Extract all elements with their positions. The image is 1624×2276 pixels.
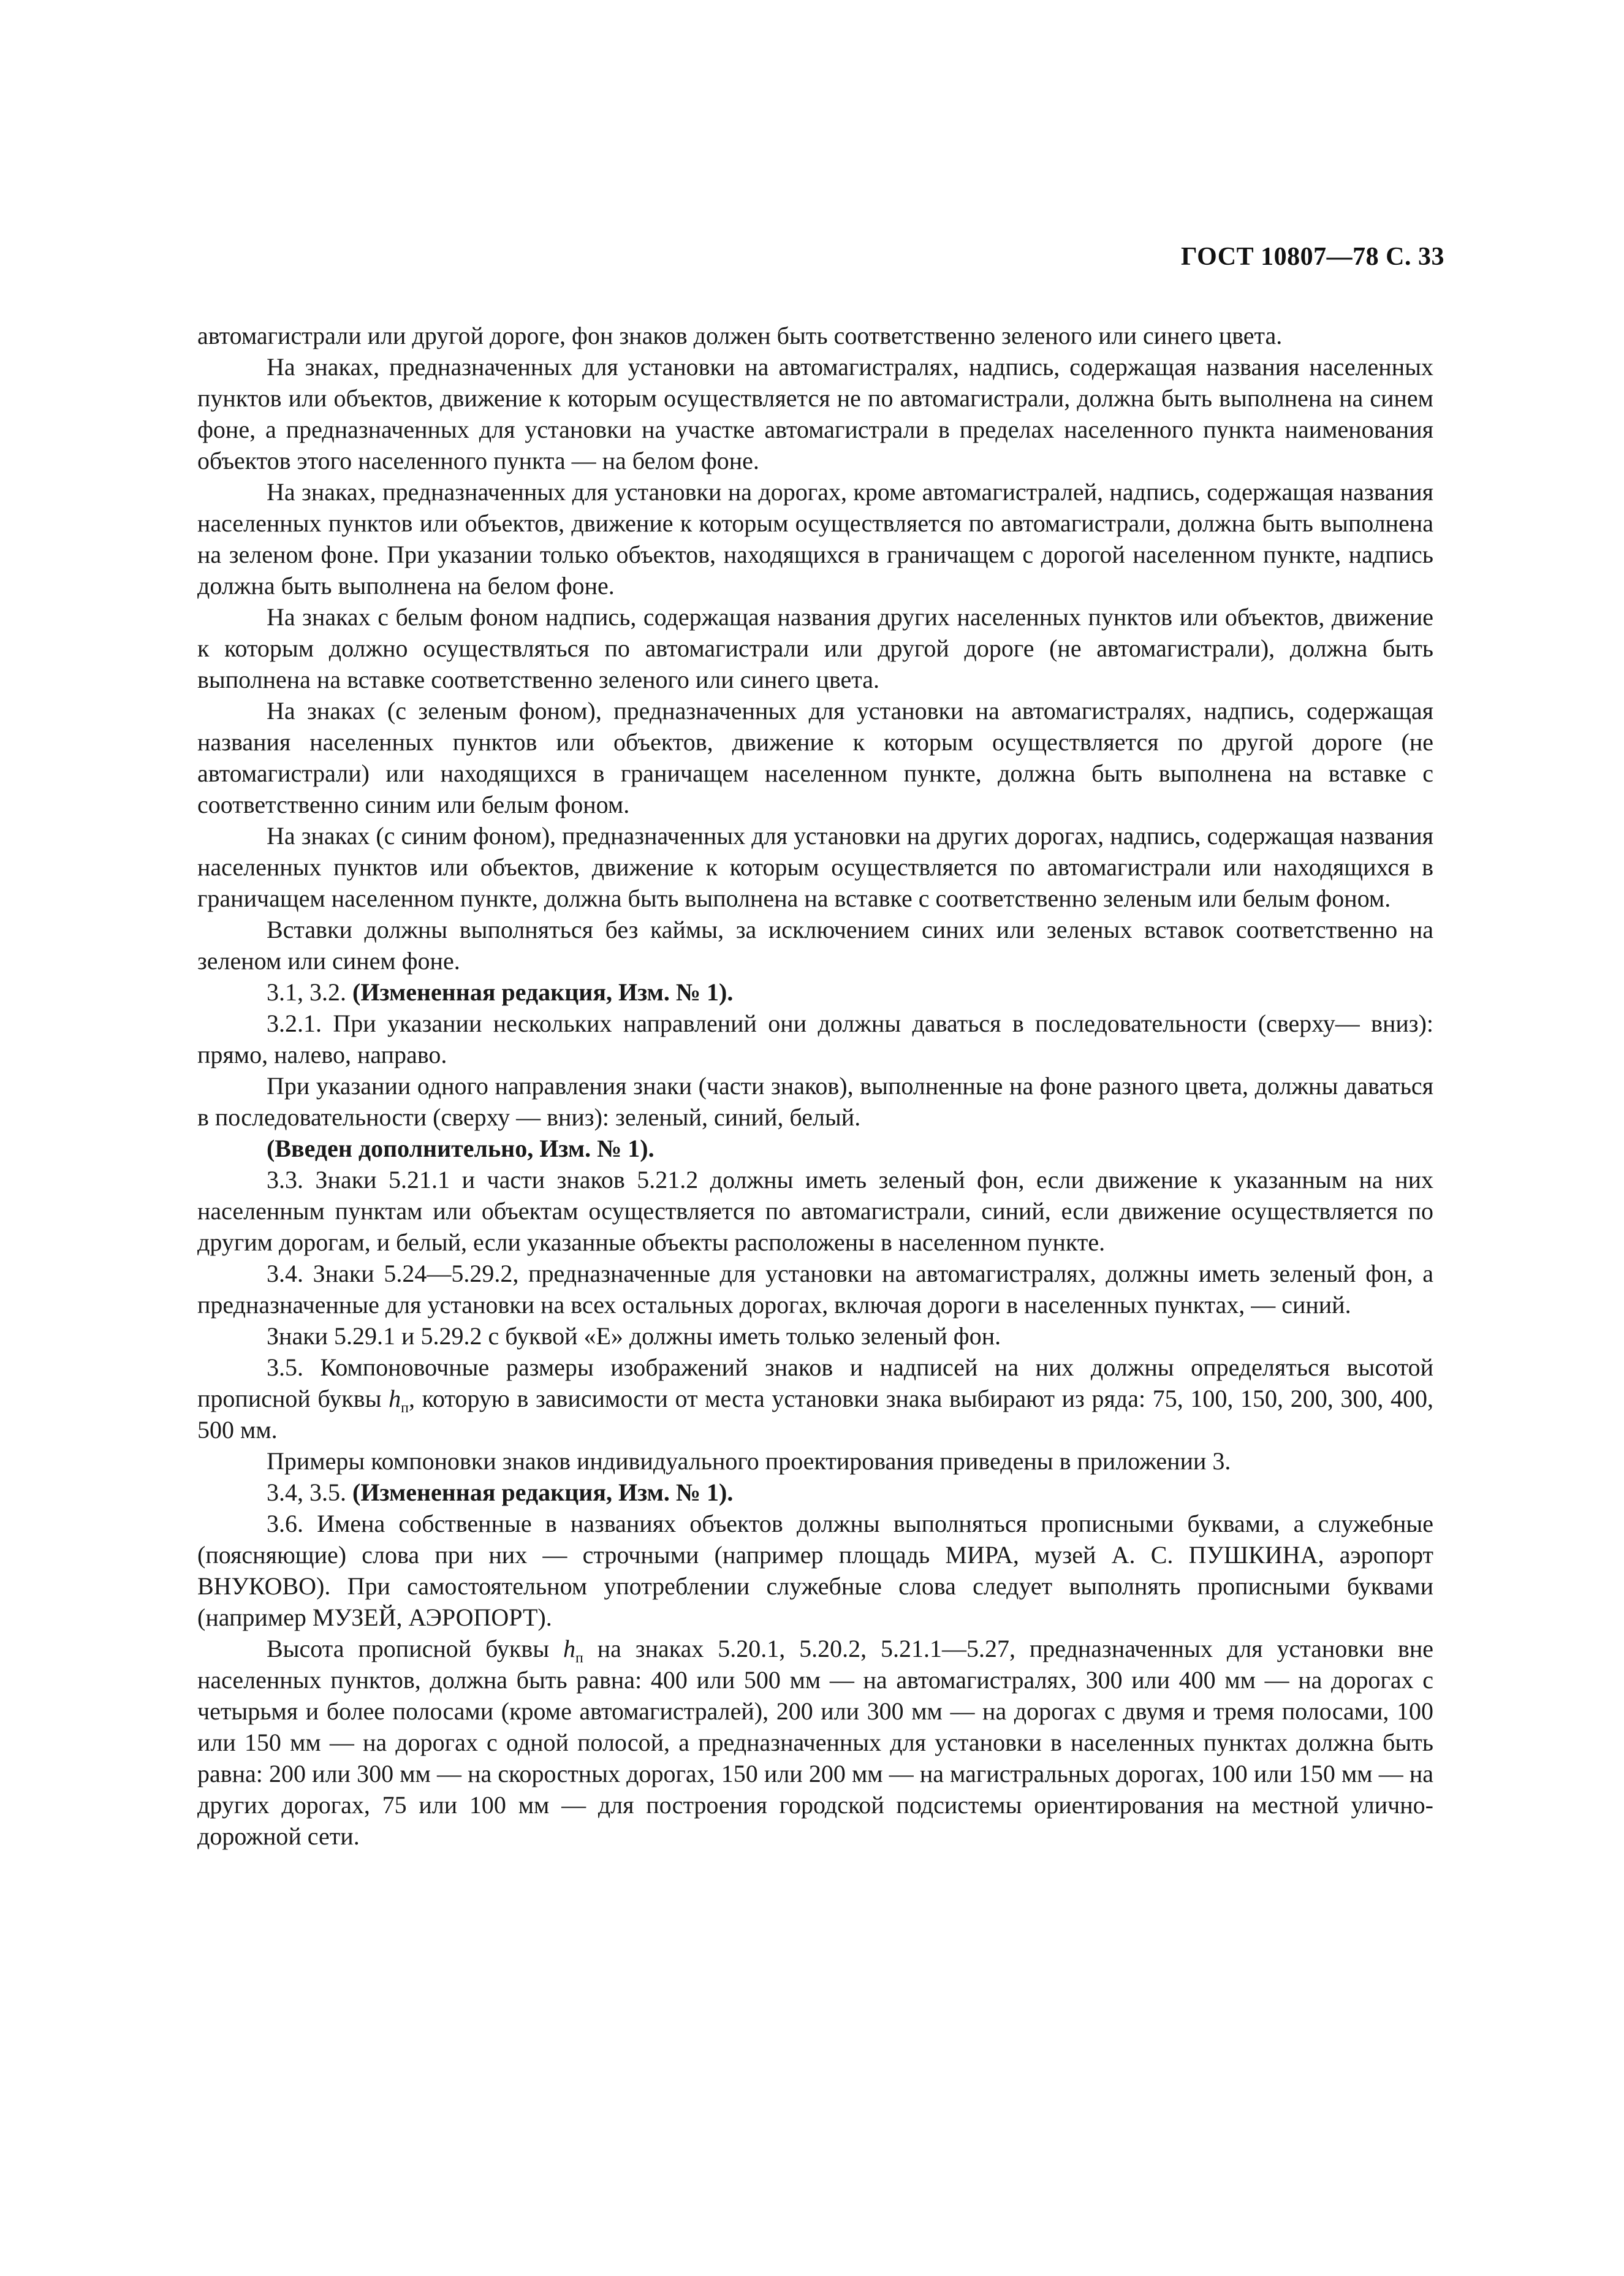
clause-number: 3.4, 3.5. — [267, 1479, 352, 1506]
page-header: ГОСТ 10807—78 С. 33 — [1180, 243, 1444, 271]
paragraph: Примеры компоновки знаков индивидуального проектирования приведены в приложении 3. — [267, 1447, 1231, 1475]
document-body — [197, 320, 1433, 1852]
paragraph — [197, 1633, 1433, 1852]
amendment-text: (Измененная редакция, Изм. № 1). — [352, 1479, 734, 1506]
paragraph: 3.4. Знаки 5.24—5.29.2, предназначенные для установки на автомагистралях, должны иметь зеленый фон, а предназначенные для установки на всех остальных дорогах, включая дороги в населенных пунктах, — синий. — [197, 1260, 1433, 1319]
paragraph: На знаках, предназначенных для установки на дорогах, кроме автомагистралей, надпись, содержащая названия населенных пунктов или объектов, движение к которым осуществляется по автомагистрали, должна быть выполнена на зеленом фоне. При указании только объектов, находящихся в граничащем с дорогой населенном пункте, надпись должна быть выполнена на белом фоне. — [197, 478, 1433, 599]
amendment-note — [197, 976, 1433, 1008]
paragraph: Вставки должны выполняться без каймы, за исключением синих или зеленых вставок соответственно на зеленом или синем фоне. — [197, 916, 1433, 975]
paragraph: На знаках, предназначенных для установки на автомагистралях, надпись, содержащая названия населенных пунктов или объектов, движение к которым осуществляется не по автомагистрали, должна быть выполнена на синем фоне, а предназначенных для установки на участке автомагистрали в пределах населенного пункта наименования объектов этого населенного пункта — на белом фоне. — [197, 353, 1433, 474]
amendment-note: (Введен дополнительно, Изм. № 1). — [267, 1135, 655, 1162]
text-run: 3.5. Компоновочные размеры изображений знаков и надписей на них должны определяться высотой прописной буквы — [197, 1353, 1433, 1412]
variable-h: h — [563, 1635, 575, 1662]
variable-subscript: п — [575, 1650, 583, 1666]
paragraph: На знаках с белым фоном надпись, содержащая названия других населенных пунктов или объектов, движение к которым должно осуществляться по автомагистрали или другой дороге (не автомагистрали), должна быть выполнена на вставке соответственно зеленого или синего цвета. — [197, 603, 1433, 693]
paragraph — [197, 1352, 1433, 1445]
paragraph: 3.2.1. При указании нескольких направлений они должны даваться в последовательности (сверху— вниз): прямо, налево, направо. — [197, 1010, 1433, 1068]
text-run: на знаках 5.20.1, 5.20.2, 5.21.1—5.27, предназначенных для установки вне населенных пунктов, должна быть равна: 400 или 500 мм — на автомагистралях, 300 или 400 мм — на дорогах с четырьмя и более полосами (кроме автомагистралей), 200 или 300 мм — на дорогах с двумя и тремя полосами, 100 или 150 мм — на дорогах с одной полосой, а предназначенных для установки в населенных пунктах должна быть равна: 200 или 300 мм — на скоростных дорогах, 150 или 200 мм — на магистральных дорогах, 100 или 150 мм — на других дорогах, 75 или 100 мм — для построения городской подсистемы ориентирования на местной улично-дорожной сети. — [197, 1635, 1434, 1850]
variable-subscript: п — [401, 1400, 409, 1416]
clause-number: 3.1, 3.2. — [267, 978, 352, 1006]
paragraph: 3.6. Имена собственные в названиях объектов должны выполняться прописными буквами, а служебные (поясняющие) слова при них — строчными (например площадь МИРА, музей А. С. ПУШКИНА, аэропорт ВНУКОВО). При самостоятельном употреблении служебные слова следует выполнять прописными буквами (например МУЗЕЙ, АЭРОПОРТ). — [197, 1510, 1433, 1631]
paragraph: автомагистрали или другой дороге, фон знаков должен быть соответственно зеленого или синего цвета. — [197, 322, 1283, 349]
text-run: Высота прописной буквы — [267, 1635, 563, 1662]
paragraph: На знаках (с синим фоном), предназначенных для установки на других дорогах, надпись, содержащая названия населенных пунктов или объектов, движение к которым осуществляется по автомагистрали или находящихся в граничащем населенном пункте, должна быть выполнена на вставке с соответственно зеленым или белым фоном. — [197, 822, 1433, 912]
amendment-text: (Измененная редакция, Изм. № 1). — [352, 978, 734, 1006]
paragraph: На знаках (с зеленым фоном), предназначенных для установки на автомагистралях, надпись, содержащая названия населенных пунктов или объектов, движение к которым осуществляется по другой дороге (не автомагистрали) или находящихся в граничащем населенном пункте, должна быть выполнена на вставке с соответственно синим или белым фоном. — [197, 697, 1433, 818]
paragraph: Знаки 5.29.1 и 5.29.2 с буквой «Е» должны иметь только зеленый фон. — [267, 1322, 1001, 1350]
variable-h: h — [389, 1385, 401, 1412]
text-run: , которую в зависимости от места установки знака выбирают из ряда: 75, 100, 150, 200, 300, 400, 500 мм. — [197, 1385, 1434, 1444]
amendment-note — [197, 1477, 1433, 1508]
paragraph: При указании одного направления знаки (части знаков), выполненные на фоне разного цвета, должны даваться в последовательности (сверху — вниз): зеленый, синий, белый. — [197, 1072, 1433, 1131]
paragraph: 3.3. Знаки 5.21.1 и части знаков 5.21.2 должны иметь зеленый фон, если движение к указанным на них населенным пунктам или объектам осуществляется по автомагистрали, синий, если движение осуществляется по другим дорогам, и белый, если указанные объекты расположены в населенном пункте. — [197, 1166, 1433, 1256]
